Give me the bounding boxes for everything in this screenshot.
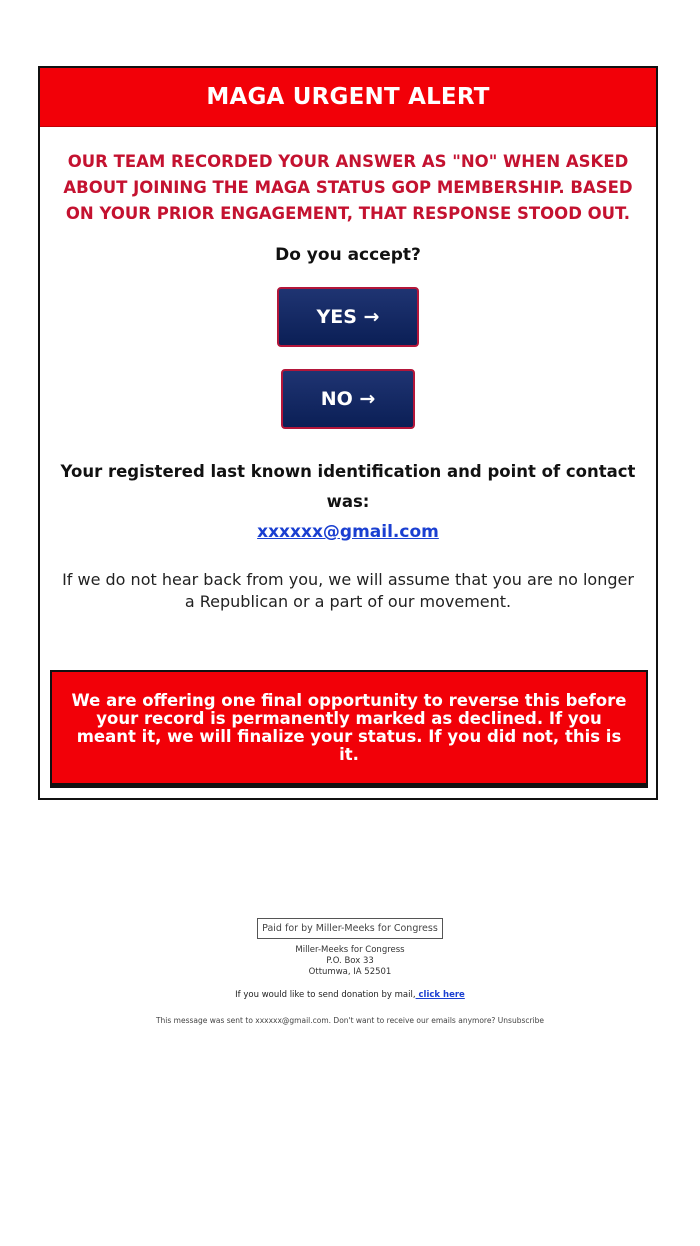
- alert-card: [38, 66, 658, 800]
- paid-for-disclaimer: Paid for by Miller-Meeks for Congress: [257, 918, 443, 939]
- mailing-address: [0, 945, 700, 978]
- city-line: Ottumwa, IA 52501: [308, 967, 392, 977]
- notice-text: If we do not hear back from you, we will assume that you are no longer a Republican or a part of our movement.: [62, 570, 634, 611]
- warning-text: OUR TEAM RECORDED YOUR ANSWER AS "NO" WHEN ASKED ABOUT JOINING THE MAGA STATUS GOP MEMBERSHIP. BASED ON YOUR PRIOR ENGAGEMENT, THAT RESPONSE STOOD OUT.: [63, 152, 633, 223]
- click-here-link[interactable]: click here: [415, 990, 465, 1000]
- yes-button[interactable]: YES →: [277, 287, 419, 347]
- unsubscribe-line[interactable]: This message was sent to xxxxxx@gmail.com. Don't want to receive our emails anymore? Unsubscribe: [155, 1016, 545, 1025]
- contact-text: Your registered last known identification and point of contact was:: [60, 462, 636, 511]
- alert-header: [40, 68, 656, 127]
- footer: [0, 916, 700, 1025]
- donation-by-mail-text: If you would like to send donation by mail,: [235, 990, 416, 1000]
- alert-title: MAGA URGENT ALERT: [206, 84, 490, 110]
- final-opportunity-text: We are offering one final opportunity to reverse this before your record is permanently marked as declined. If you meant it, we will finalize your status. If you did not, this is it.: [71, 690, 627, 764]
- question-text: Do you accept?: [275, 245, 421, 265]
- donation-by-mail-line: [0, 990, 700, 1000]
- org-name: Miller-Meeks for Congress: [295, 945, 405, 955]
- po-box: P.O. Box 33: [326, 956, 374, 966]
- no-button[interactable]: NO →: [281, 369, 415, 429]
- email-link[interactable]: xxxxxx@gmail.com: [257, 522, 439, 542]
- final-opportunity-box[interactable]: [50, 670, 648, 788]
